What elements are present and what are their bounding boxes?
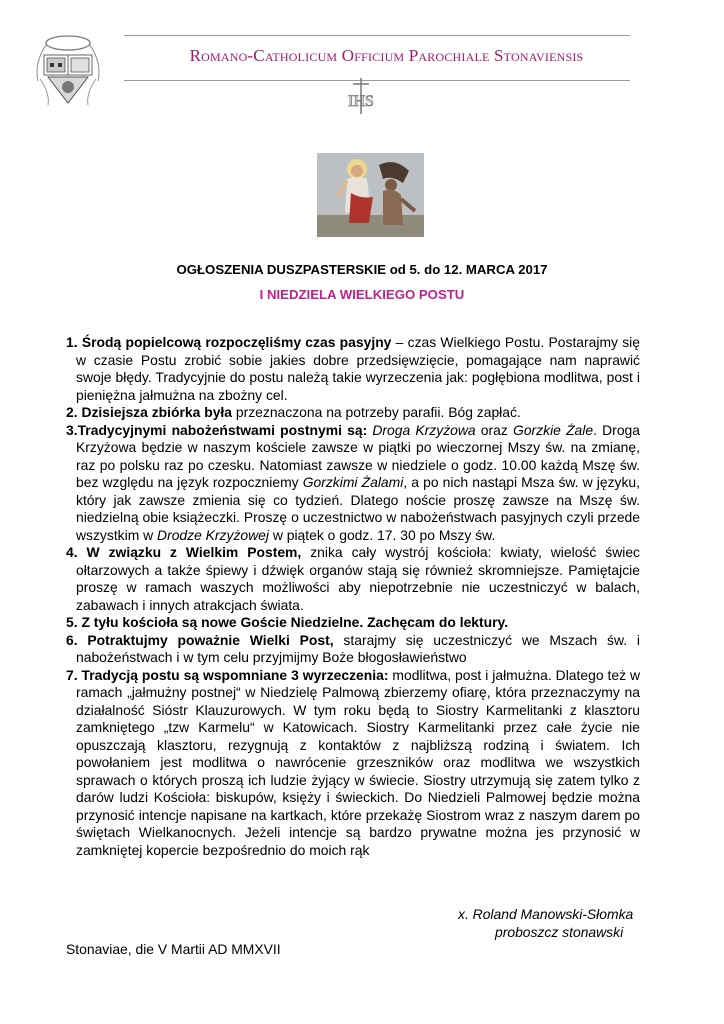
announcement-item-7: 7. Tradycją postu są wspomniane 3 wyrzeczenia: modlitwa, post i jałmużna. Dlatego też w ramach „jałmużny postnej“ w Niedzielę Palmową zbierzemy ofiarę, która przeznaczymy na działalność Sióstr Klauzurowych. W tym roku będą to Siostry Karmelitanki z klasztoru zamkniętego „tzw Karmelu“ w Katowicach. Siostry Karmelitanki przez całe życie nie opuszczają klasztoru, rezygnują z kontaktów z najbliższą rodziną i światem. Ich powołaniem jest modlitwa o nawrócenie grzeszników oraz modlitwa we wszystkich sprawach o których proszą ich ludzie żyjący w świecie. Siostry utrzymują się zatem tylko z darów ludzi Kościoła: biskupów, księży i świeckich. Do Niedzieli Palmowej będzie można przynosić intencje napisane na kartkach, które przekażę Siostrom wraz z naszym darem po świętach Wielkanocnych. Jeżeli intencje są bardzo prywatne można jes przynosić w zamkniętej kopercie bezpośrednio do moich rąk [66, 666, 640, 858]
ihs-cross-monogram-icon [337, 76, 385, 116]
announcement-item-4: 4. W związku z Wielkim Postem, znika cały wystrój kościoła: kwiaty, wielość świec ołtarzowych a także śpiewy i dźwięk organów stają się również skromniejsze. Pamiętajcie proszę w ramach waszych możliwości aby niepotrzebnie nie uczestniczyć w balach, zabawach i innych atrakcjach świata. [66, 544, 640, 613]
announcement-title: OGŁOSZENIA DUSZPASTERSKIE od 5. do 12. MARCA 2017 [176, 262, 548, 277]
announcement-body [66, 334, 640, 859]
announcement-item-5: 5. Z tyłu kościoła są nowe Goście Niedzielne. Zachęcam do lektury. [66, 614, 509, 630]
signature-name: x. Roland Manowski-Słomka [458, 906, 634, 922]
announcement-item-6: 6. Potraktujmy poważnie Wielki Post, starajmy się uczestniczyć we Mszach św. i nabożeństwach i w tym celu przyjmijmy Boże błogosławieństwo [66, 631, 641, 665]
signature-role: proboszcz stonawski [495, 924, 624, 940]
announcement-item-1: 1. Środą popielcową rozpoczęliśmy czas pasyjny – czas Wielkiego Postu. Postarajmy się w czasie Postu zrobić sobie jakies dobre przedsięwzięcie, pomagające nam naprawić swoje błędy. Tradycyjnie do postu należą takie wyrzeczenia jak: pogłębiona modlitwa, post i pieniężna jałmużna na zbożny cel. [66, 334, 640, 403]
announcement-item-3: 3.Tradycyjnymi nabożeństwami postnymi są: Droga Krzyżowa oraz Gorzkie Żale. Droga Krzyżowa będzie w naszym kościele zawsze w piątki po wieczornej Mszy św. na zmianę, raz po polsku raz po czesku. Natomiast zawsze w niedziele o godz. 10.00 każdą Mszę św. bez względu na język rozpoczniemy Gorzkimi Żalami, a po nich nastąpi Msza św. w języku, który jak zawsze zmienia się co tydzień. Dlatego noście proszę zawsze na Mszę św. niedzielną obie książeczki. Proszę o uczestnictwo w nabożeństwach pasyjnych czyli przede wszystkim w Drodze Krzyżowej w piątek o godz. 17. 30 po Mszy św. [66, 421, 641, 543]
parish-coat-of-arms-icon [30, 33, 106, 109]
announcement-item-2: 2. Dzisiejsza zbiórka była przeznaczona na potrzeby parafii. Bóg zapłać. [66, 404, 521, 420]
header-rule-top [124, 35, 630, 36]
parish-office-title: Romano-Catholicum Officium Parochiale Stonaviensis [189, 46, 584, 65]
announcement-subtitle: I NIEDZIELA WIELKIEGO POSTU [259, 287, 465, 302]
place-and-date: Stonaviae, die V Martii AD MMXVII [66, 941, 281, 957]
ihs-monogram: IHS [348, 93, 374, 110]
temptation-of-christ-image [317, 153, 424, 237]
